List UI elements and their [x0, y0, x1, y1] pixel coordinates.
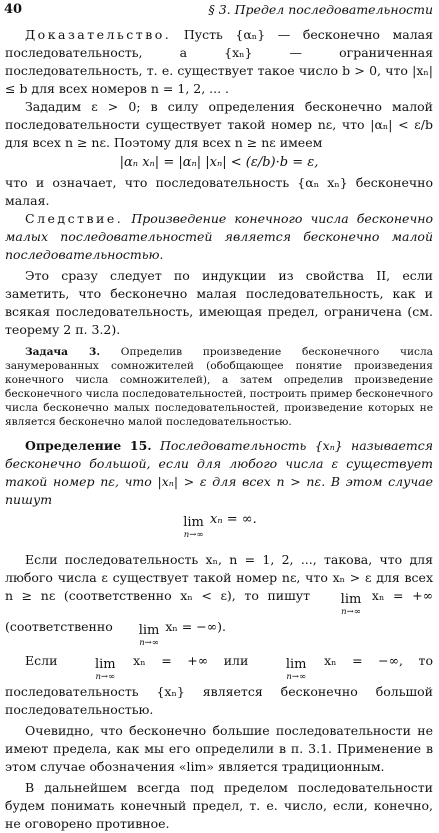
- corollary-label: Следствие.: [25, 211, 124, 226]
- formula-limit-infinity: lim n→∞ xₙ = ∞.: [183, 512, 257, 540]
- corollary-text: Произведение конечного числа бесконечно малых последовательностей является бесконечно малой последовательностью.: [5, 211, 433, 262]
- follows-paragraph: Это сразу следует по индукции из свойства II, если заметить, что бесконечно малая последовательность, как и всякая последовательность, имеющая предел, ограничена (см. теорему 2 п. 3.2).: [5, 268, 433, 337]
- epsilon-paragraph: Зададим ε > 0; в силу определения бесконечно малой последовательности существует такой номер nε, что |αₙ| < ε/b для всех n ≥ nε. Поэтому для всех n ≥ nε имеем: [5, 99, 433, 150]
- proof-text: Пусть {αₙ} — бесконечно малая последовательность, а {xₙ} — ограниченная последовательность, т. е. существует такое число b > 0, что |xₙ| ≤ b для всех номеров n = 1, 2, ... .: [5, 27, 433, 96]
- obvious-paragraph: Очевидно, что бесконечно большие последовательности не имеют предела, как мы его определили в п. 3.1. Применение в этом случае обозначения «lim» является традиционным.: [5, 723, 433, 774]
- running-head: § 3. Предел последовательности: [208, 2, 433, 17]
- task-label: Задача 3.: [25, 346, 101, 358]
- further-paragraph: В дальнейшем всегда под пределом последовательности будем понимать конечный предел, т. е. число, если, конечно, не оговорено противное.: [5, 780, 433, 831]
- if-sequence-paragraph: Если последовательность xₙ, n = 1, 2, ..., такова, что для любого числа ε существует такой номер nε, что xₙ > ε для всех n ≥ nε (соответственно xₙ < ε), то пишут lim n→∞ xₙ = +∞ (соответственно lim n→∞ xₙ = −∞).: [5, 552, 433, 648]
- if-limit-paragraph: Если lim n→∞ xₙ = +∞ или lim n→∞ xₙ = −∞, то последовательность {xₙ} является бесконечно большой последовательностью.: [5, 653, 433, 717]
- corollary-paragraph: [5, 210, 433, 264]
- means-paragraph: что и означает, что последовательность {αₙ xₙ} бесконечно малая.: [5, 175, 433, 208]
- formula-product-bound: |αₙ xₙ| = |αₙ| |xₙ| < (ε/b)·b = ε,: [119, 155, 319, 170]
- definition-text: Последовательность {xₙ} называется бесконечно большой, если для любого числа ε существует такой номер nε, что |xₙ| > ε для всех n > nε. В этом случае пишут: [5, 438, 433, 507]
- limit-operator: lim n→∞: [138, 623, 160, 648]
- page-header: [4, 2, 433, 20]
- limit-operator: lim n→∞: [94, 657, 116, 682]
- limit-operator: lim n→∞: [183, 515, 204, 540]
- page-number: 40: [4, 2, 23, 17]
- limit-operator: lim n→∞: [285, 657, 307, 682]
- definition-paragraph: [5, 437, 433, 509]
- limit-operator: lim n→∞: [340, 592, 362, 617]
- proof-label: Доказательство.: [25, 27, 172, 42]
- task-paragraph: [5, 345, 433, 429]
- proof-paragraph: [5, 26, 433, 98]
- task-text: Определив произведение бесконечного числа занумерованных сомножителей (обобщающее понятие произведения конечного числа сомножителей), а затем определив произведение бесконечного числа последовательностей, построить пример бесконечного числа бесконечно малых последовательностей, произведение которых не является бесконечно малой последовательностью.: [5, 346, 434, 428]
- definition-label: Определение 15.: [25, 438, 152, 453]
- page-body: [5, 26, 433, 833]
